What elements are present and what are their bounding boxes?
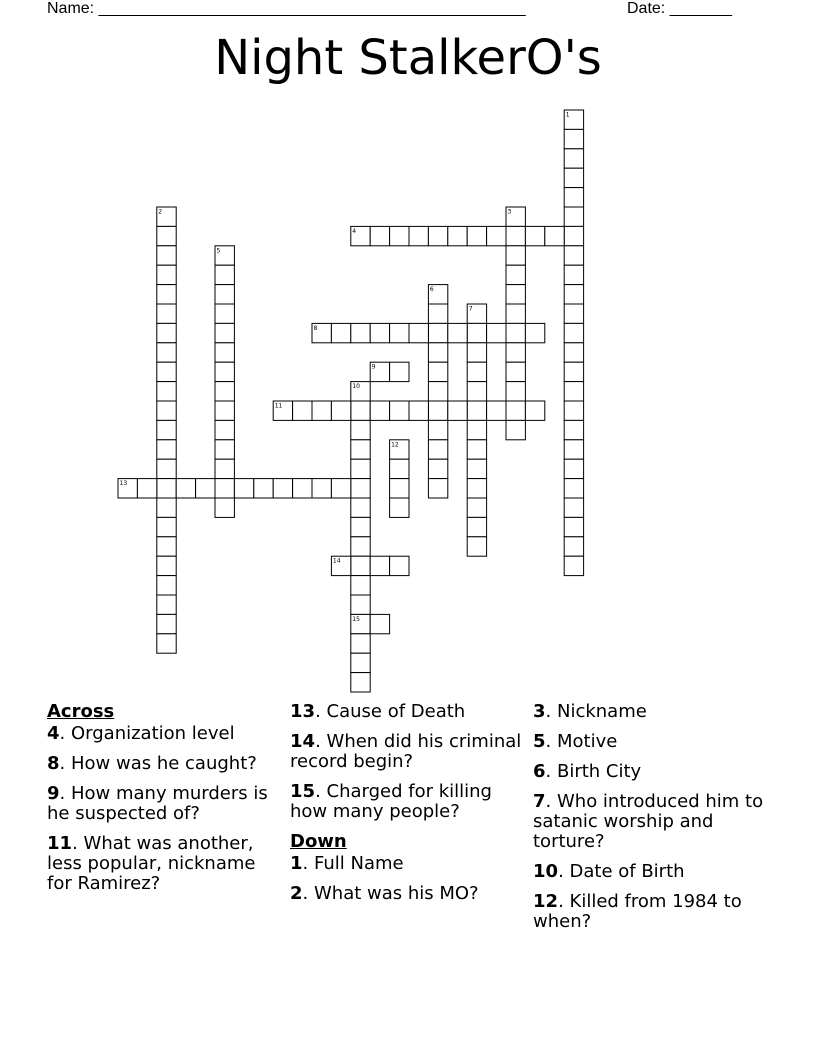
grid-cell[interactable] <box>564 556 583 575</box>
grid-cell[interactable] <box>409 401 428 420</box>
grid-cell[interactable] <box>564 129 583 148</box>
clue-across-13: 13. Cause of Death <box>290 701 466 722</box>
grid-cell[interactable] <box>467 498 486 517</box>
cell-number: 13 <box>119 480 128 488</box>
grid-cell[interactable] <box>506 226 525 245</box>
grid-cell[interactable] <box>564 323 583 342</box>
clue-across-11: 11. What was another, less popular, nickname for Ramirez? <box>47 833 256 894</box>
grid-cell[interactable] <box>215 304 234 323</box>
clue-across-4: 4. Organization level <box>47 723 235 744</box>
grid-cell[interactable] <box>351 653 370 672</box>
grid-cell[interactable] <box>428 362 447 381</box>
grid-cell[interactable] <box>525 323 544 342</box>
across-heading: Across <box>47 701 115 722</box>
grid-cell[interactable] <box>157 265 176 284</box>
grid-cell[interactable] <box>506 304 525 323</box>
grid-cell[interactable] <box>564 537 583 556</box>
grid-cell[interactable] <box>564 207 583 226</box>
cell-number: 6 <box>429 286 434 294</box>
grid-cell[interactable] <box>370 401 389 420</box>
cell-number: 1 <box>565 111 570 119</box>
grid-cell[interactable] <box>351 323 370 342</box>
grid-cell[interactable] <box>351 440 370 459</box>
grid-cell[interactable] <box>312 479 331 498</box>
grid-cell[interactable] <box>157 401 176 420</box>
clue-down-6: 6. Birth City <box>533 761 642 782</box>
grid-cell[interactable] <box>234 479 253 498</box>
grid-cell[interactable] <box>157 420 176 439</box>
clue-down-2: 2. What was his MO? <box>290 883 479 904</box>
grid-cell[interactable] <box>564 517 583 536</box>
grid-cell[interactable] <box>390 479 409 498</box>
grid-cell[interactable] <box>157 595 176 614</box>
clue-across-14: 14. When did his criminal record begin? <box>290 731 522 772</box>
grid-cell[interactable] <box>467 537 486 556</box>
grid-cell[interactable] <box>564 246 583 265</box>
grid-cell[interactable] <box>506 246 525 265</box>
grid-cell[interactable] <box>157 634 176 653</box>
grid-cell[interactable] <box>506 265 525 284</box>
grid-cell[interactable] <box>157 226 176 245</box>
grid-cell[interactable] <box>157 498 176 517</box>
clue-across-15: 15. Charged for killing how many people? <box>290 781 492 822</box>
grid-cell[interactable] <box>428 323 447 342</box>
grid-cell[interactable] <box>331 401 350 420</box>
grid-cell[interactable] <box>525 226 544 245</box>
grid-cell[interactable] <box>545 226 564 245</box>
grid-cell[interactable] <box>487 401 506 420</box>
grid-cell[interactable] <box>428 420 447 439</box>
grid-cell[interactable] <box>467 479 486 498</box>
grid-cell[interactable] <box>157 576 176 595</box>
grid-cell[interactable] <box>487 226 506 245</box>
grid-cell[interactable] <box>215 479 234 498</box>
grid-cell[interactable] <box>390 459 409 478</box>
grid-cell[interactable] <box>428 459 447 478</box>
cell-number: 15 <box>352 615 360 623</box>
grid-cell[interactable] <box>351 401 370 420</box>
grid-cell[interactable] <box>467 226 486 245</box>
grid-cell[interactable] <box>467 420 486 439</box>
grid-cell[interactable] <box>331 323 350 342</box>
cell-number: 3 <box>507 208 512 216</box>
grid-cell[interactable] <box>331 479 350 498</box>
grid-cell[interactable] <box>215 459 234 478</box>
grid-cell[interactable] <box>370 614 389 633</box>
grid-cell[interactable] <box>564 285 583 304</box>
grid-cell[interactable] <box>487 323 506 342</box>
grid-cell[interactable] <box>564 401 583 420</box>
grid-cell[interactable] <box>351 479 370 498</box>
grid-cell[interactable] <box>215 343 234 362</box>
grid-cell[interactable] <box>428 304 447 323</box>
grid-cell[interactable] <box>467 440 486 459</box>
cell-number: 5 <box>216 247 221 255</box>
grid-cell[interactable] <box>351 537 370 556</box>
cell-number: 9 <box>371 363 376 371</box>
grid-cell[interactable] <box>215 285 234 304</box>
grid-cell[interactable] <box>215 498 234 517</box>
grid-cell[interactable] <box>390 362 409 381</box>
grid-cell[interactable] <box>215 265 234 284</box>
grid-cell[interactable] <box>157 440 176 459</box>
grid-cell[interactable] <box>525 401 544 420</box>
cell-number: 2 <box>158 208 163 216</box>
grid-cell[interactable] <box>370 226 389 245</box>
grid-cell[interactable] <box>215 440 234 459</box>
grid-cell[interactable] <box>467 459 486 478</box>
clues-column-1 <box>47 702 277 904</box>
grid-cell[interactable] <box>157 285 176 304</box>
grid-cell[interactable] <box>467 343 486 362</box>
grid-cell[interactable] <box>448 226 467 245</box>
grid-cell[interactable] <box>390 556 409 575</box>
grid-cell[interactable] <box>390 323 409 342</box>
grid-cell[interactable] <box>564 226 583 245</box>
down-heading: Down <box>290 831 347 852</box>
grid-cell[interactable] <box>215 401 234 420</box>
grid-cell[interactable] <box>564 362 583 381</box>
clue-down-10: 10. Date of Birth <box>533 861 685 882</box>
grid-cell[interactable] <box>506 343 525 362</box>
grid-cell[interactable] <box>506 420 525 439</box>
grid-cell[interactable] <box>428 343 447 362</box>
grid-cell[interactable] <box>351 517 370 536</box>
grid-cell[interactable] <box>448 323 467 342</box>
clue-across-8: 8. How was he caught? <box>47 753 257 774</box>
grid-cell[interactable] <box>137 479 156 498</box>
grid-cell[interactable] <box>506 323 525 342</box>
grid-cell[interactable] <box>157 362 176 381</box>
grid-cell[interactable] <box>467 517 486 536</box>
grid-cell[interactable] <box>351 634 370 653</box>
grid-cell[interactable] <box>176 479 195 498</box>
grid-cell[interactable] <box>564 149 583 168</box>
grid-cell[interactable] <box>506 362 525 381</box>
grid-cell[interactable] <box>215 362 234 381</box>
cell-number: 8 <box>313 324 318 332</box>
grid-cell[interactable] <box>157 517 176 536</box>
grid-cell[interactable] <box>157 343 176 362</box>
grid-cell[interactable] <box>428 401 447 420</box>
clue-down-5: 5. Motive <box>533 731 618 752</box>
grid-cell[interactable] <box>215 382 234 401</box>
clues-column-3 <box>533 702 773 942</box>
grid-cell[interactable] <box>564 498 583 517</box>
grid-cell[interactable] <box>448 401 467 420</box>
grid-cell[interactable] <box>564 440 583 459</box>
grid-cell[interactable] <box>506 382 525 401</box>
grid-cell[interactable] <box>157 537 176 556</box>
name-field-label[interactable]: Name: ________________________________________________ <box>47 0 526 17</box>
cell-number: 12 <box>391 441 399 449</box>
grid-cell[interactable] <box>428 382 447 401</box>
grid-cell[interactable] <box>351 556 370 575</box>
grid-cell[interactable] <box>564 382 583 401</box>
grid-cell[interactable] <box>254 479 273 498</box>
grid-cell[interactable] <box>467 382 486 401</box>
grid-cell[interactable] <box>215 323 234 342</box>
clue-down-1: 1. Full Name <box>290 853 404 874</box>
grid-cell[interactable] <box>196 479 215 498</box>
grid-cell[interactable] <box>506 285 525 304</box>
grid-cell[interactable] <box>390 498 409 517</box>
grid-cell[interactable] <box>351 498 370 517</box>
clue-across-9: 9. How many murders is he suspected of? <box>47 783 268 824</box>
cell-number: 11 <box>274 402 283 410</box>
clue-down-3: 3. Nickname <box>533 701 647 722</box>
grid-cell[interactable] <box>409 226 428 245</box>
grid-cell[interactable] <box>467 323 486 342</box>
grid-cell[interactable] <box>157 246 176 265</box>
grid-cell[interactable] <box>215 420 234 439</box>
grid-cell[interactable] <box>351 673 370 692</box>
grid-cell[interactable] <box>370 323 389 342</box>
grid-cell[interactable] <box>157 614 176 633</box>
cell-number: 10 <box>352 383 360 391</box>
grid-cell[interactable] <box>157 323 176 342</box>
grid-cell[interactable] <box>157 382 176 401</box>
grid-cell[interactable] <box>351 576 370 595</box>
clue-down-7: 7. Who introduced him to satanic worship and torture? <box>533 791 764 852</box>
grid-cell[interactable] <box>157 304 176 323</box>
grid-cell[interactable] <box>564 479 583 498</box>
grid-cell[interactable] <box>351 459 370 478</box>
grid-cell[interactable] <box>467 362 486 381</box>
grid-cell[interactable] <box>428 440 447 459</box>
clues-column-2 <box>290 702 525 914</box>
grid-cell[interactable] <box>157 479 176 498</box>
grid-cell[interactable] <box>312 401 331 420</box>
clue-down-12: 12. Killed from 1984 to when? <box>533 891 742 932</box>
grid-cell[interactable] <box>157 459 176 478</box>
grid-cell[interactable] <box>409 323 428 342</box>
date-field-label[interactable]: Date: _______ <box>627 0 732 17</box>
grid-cell[interactable] <box>390 401 409 420</box>
puzzle-title: Night StalkerO's <box>214 30 602 86</box>
cell-number: 14 <box>332 557 341 565</box>
grid-cell[interactable] <box>564 188 583 207</box>
grid-cell[interactable] <box>370 556 389 575</box>
grid-cell[interactable] <box>273 479 292 498</box>
grid-cell[interactable] <box>564 459 583 478</box>
grid-cell[interactable] <box>564 420 583 439</box>
grid-cell[interactable] <box>564 343 583 362</box>
grid-cell[interactable] <box>293 479 312 498</box>
grid-cell[interactable] <box>351 595 370 614</box>
grid-cell[interactable] <box>564 304 583 323</box>
grid-cell[interactable] <box>390 226 409 245</box>
cell-number: 4 <box>352 227 357 235</box>
grid-cell[interactable] <box>467 401 486 420</box>
grid-cell[interactable] <box>351 420 370 439</box>
grid-cell[interactable] <box>506 401 525 420</box>
grid-cell[interactable] <box>428 226 447 245</box>
grid-cell[interactable] <box>293 401 312 420</box>
grid-cell[interactable] <box>157 556 176 575</box>
cell-number: 7 <box>468 305 473 313</box>
grid-cell[interactable] <box>564 265 583 284</box>
grid-cell[interactable] <box>428 479 447 498</box>
grid-cell[interactable] <box>564 168 583 187</box>
